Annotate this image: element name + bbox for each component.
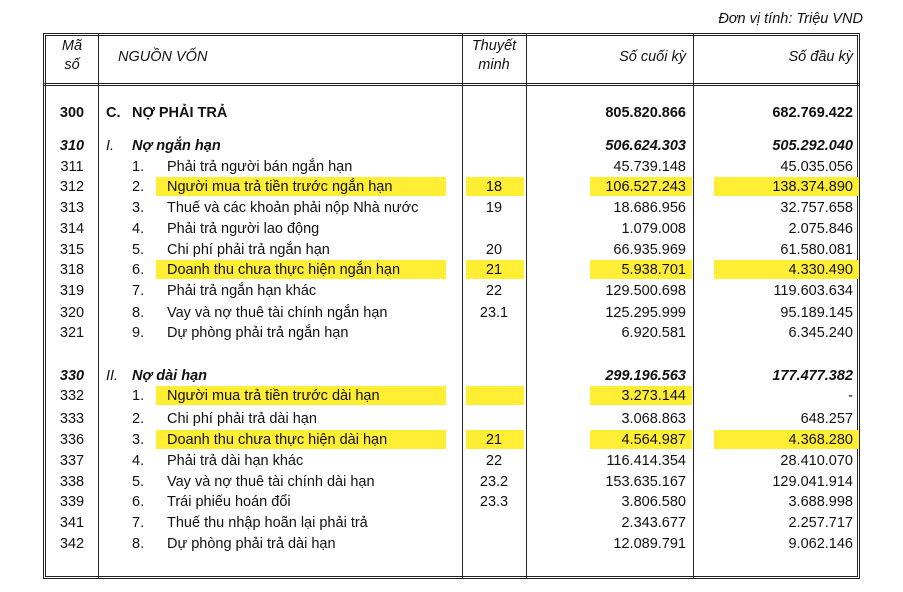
row-code: 319 [59, 283, 85, 299]
row-note: 19 [485, 200, 503, 216]
row-end-value: 106.527.243 [605, 179, 686, 195]
row-index: 9. [132, 325, 145, 341]
row-index: 8. [132, 305, 145, 321]
header-note-line2: minh [478, 57, 510, 73]
row-label: Doanh thu chưa thực hiện ngắn hạn [167, 262, 401, 278]
row-label: Phải trả ngắn hạn khác [167, 283, 317, 299]
row-end-value: 6.920.581 [621, 325, 686, 341]
row-note: 23.3 [479, 494, 509, 510]
row-label: Phải trả người bán ngắn hạn [167, 159, 353, 175]
row-label: Chi phí phải trả ngắn hạn [167, 242, 330, 258]
row-end-value: 18.686.956 [613, 200, 686, 216]
row-begin-value: 4.368.280 [788, 432, 853, 448]
row-index: 1. [132, 388, 145, 404]
row-index: 5. [132, 474, 145, 490]
row-end-value: 3.068.863 [621, 411, 686, 427]
header-note-line1: Thuyết [471, 38, 517, 54]
row-end-value: 153.635.167 [605, 474, 686, 490]
row-begin-value: 45.035.056 [780, 159, 853, 175]
row-label: Người mua trả tiền trước dài hạn [167, 388, 380, 404]
row-index: 6. [132, 494, 145, 510]
row-end-value: 299.196.563 [605, 368, 686, 384]
row-begin-value: 95.189.145 [780, 305, 853, 321]
row-end-value: 4.564.987 [621, 432, 686, 448]
row-code: 341 [59, 515, 85, 531]
column-divider [526, 33, 527, 579]
row-end-value: 66.935.969 [613, 242, 686, 258]
row-index: 3. [132, 432, 145, 448]
row-note: 20 [485, 242, 503, 258]
row-index: 8. [132, 536, 145, 552]
row-label: NỢ PHẢI TRẢ [132, 105, 228, 121]
header-code-line2: số [64, 57, 80, 73]
row-code: 320 [59, 305, 85, 321]
row-index: 3. [132, 200, 145, 216]
row-code: 313 [59, 200, 85, 216]
row-note: 21 [485, 432, 503, 448]
row-end-value: 45.739.148 [613, 159, 686, 175]
row-code: 300 [59, 105, 85, 121]
header-source: NGUỒN VỐN [118, 49, 208, 65]
row-end-value: 129.500.698 [605, 283, 686, 299]
row-code: 315 [59, 242, 85, 258]
row-index: 7. [132, 515, 145, 531]
header-separator [43, 83, 860, 86]
row-begin-value: 28.410.070 [780, 453, 853, 469]
highlight-marker [466, 386, 524, 405]
row-end-value: 116.414.354 [606, 453, 686, 469]
row-label: Dự phòng phải trả dài hạn [167, 536, 336, 552]
row-begin-value: 32.757.658 [780, 200, 853, 216]
row-index: 4. [132, 453, 145, 469]
row-index: 5. [132, 242, 145, 258]
row-label: Nợ dài hạn [132, 368, 207, 384]
row-code: 339 [59, 494, 85, 510]
row-begin-value: 177.477.382 [772, 368, 853, 384]
row-begin-value: 682.769.422 [772, 105, 853, 121]
row-end-value: 805.820.866 [605, 105, 686, 121]
row-begin-value: 61.580.081 [780, 242, 853, 258]
row-code: 310 [59, 138, 85, 154]
row-begin-value: 648.257 [800, 411, 853, 427]
row-code: 311 [60, 159, 84, 175]
row-begin-value: 4.330.490 [788, 262, 853, 278]
row-label: Phải trả dài hạn khác [167, 453, 304, 469]
row-note: 23.2 [479, 474, 509, 490]
column-divider [693, 33, 694, 579]
row-note: 22 [485, 453, 503, 469]
row-label: Thuế thu nhập hoãn lại phải trả [167, 515, 368, 531]
row-note: 18 [485, 179, 503, 195]
row-end-value: 3.273.144 [621, 388, 686, 404]
row-note: 21 [485, 262, 503, 278]
row-label: Chi phí phải trả dài hạn [167, 411, 317, 427]
row-code: 337 [59, 453, 85, 469]
row-begin-value: 9.062.146 [788, 536, 853, 552]
header-code-line1: Mã [61, 38, 83, 54]
unit-note: Đơn vị tính: Triệu VND [718, 11, 863, 27]
row-begin-value: 129.041.914 [772, 474, 853, 490]
row-index: 7. [132, 283, 145, 299]
row-label: Doanh thu chưa thực hiện dài hạn [167, 432, 388, 448]
row-index: 6. [132, 262, 145, 278]
row-code: 312 [59, 179, 85, 195]
row-label: Trái phiếu hoán đổi [167, 494, 291, 510]
row-begin-value: 6.345.240 [788, 325, 853, 341]
row-label: Thuế và các khoản phải nộp Nhà nước [167, 200, 419, 216]
row-code: 332 [59, 388, 85, 404]
row-end-value: 2.343.677 [621, 515, 686, 531]
row-index: 2. [132, 411, 145, 427]
column-divider [98, 33, 99, 579]
row-label: Dự phòng phải trả ngắn hạn [167, 325, 349, 341]
row-begin-value: - [848, 388, 853, 404]
row-index: I. [106, 138, 115, 154]
row-code: 333 [59, 411, 85, 427]
row-label: Nợ ngắn hạn [132, 138, 221, 154]
row-begin-value: 138.374.890 [772, 179, 853, 195]
row-code: 314 [59, 221, 85, 237]
row-label: Phải trả người lao động [167, 221, 320, 237]
row-index: C. [106, 105, 121, 121]
row-begin-value: 505.292.040 [772, 138, 853, 154]
row-index: II. [106, 368, 119, 384]
row-note: 23.1 [479, 305, 509, 321]
row-label: Người mua trả tiền trước ngắn hạn [167, 179, 393, 195]
row-end-value: 125.295.999 [605, 305, 686, 321]
row-begin-value: 2.075.846 [788, 221, 853, 237]
row-code: 342 [59, 536, 85, 552]
row-end-value: 5.938.701 [621, 262, 686, 278]
row-end-value: 12.089.791 [613, 536, 686, 552]
row-index: 1. [132, 159, 145, 175]
row-begin-value: 2.257.717 [788, 515, 853, 531]
header-begin-period: Số đầu kỳ [788, 49, 853, 65]
row-end-value: 1.079.008 [621, 221, 686, 237]
row-label: Vay và nợ thuê tài chính ngắn hạn [167, 305, 388, 321]
row-note: 22 [485, 283, 503, 299]
row-code: 336 [59, 432, 85, 448]
row-index: 4. [132, 221, 145, 237]
row-end-value: 506.624.303 [605, 138, 686, 154]
row-code: 330 [59, 368, 85, 384]
row-label: Vay và nợ thuê tài chính dài hạn [167, 474, 375, 490]
row-code: 321 [59, 325, 85, 341]
row-code: 338 [59, 474, 85, 490]
header-end-period: Số cuối kỳ [619, 49, 686, 65]
row-begin-value: 3.688.998 [788, 494, 853, 510]
row-code: 318 [59, 262, 85, 278]
row-end-value: 3.806.580 [621, 494, 686, 510]
row-begin-value: 119.603.634 [773, 283, 853, 299]
row-index: 2. [132, 179, 145, 195]
